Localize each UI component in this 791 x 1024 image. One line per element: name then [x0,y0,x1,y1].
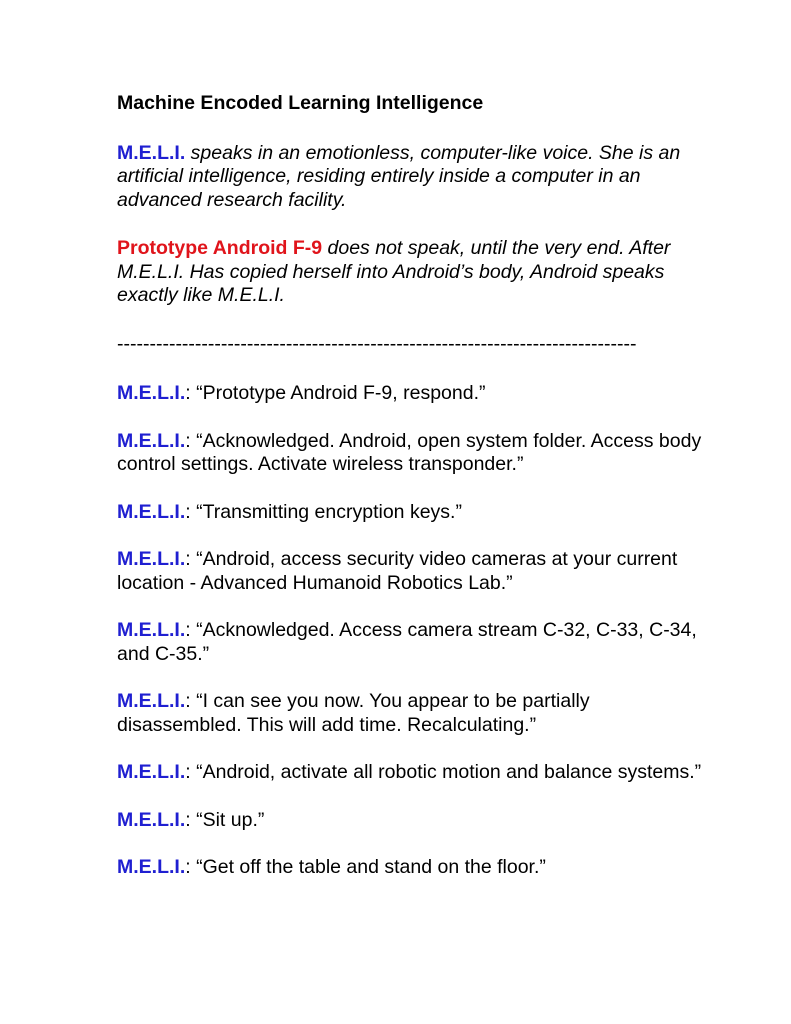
speaker-separator: : [185,548,197,570]
section-divider: -------------------------------------------------------------------------------- [117,332,637,355]
speaker-separator: : [185,382,197,404]
speaker-name: M.E.L.I. [117,500,186,523]
speaker-name: M.E.L.I. [117,382,186,404]
dialogue-text: “Get off the table and stand on the floor.” [196,856,546,878]
dialogue-text: “Acknowledged. Access camera stream C-32, C-33, C-34, and C-35.” [117,619,697,665]
dialogue-text: “Android, activate all robotic motion and balance systems.” [196,761,702,783]
speaker-name: M.E.L.I. [117,548,186,570]
character-description-meli: speaks in an emotionless, computer-like voice. She is an artificial intelligence, residing entirely inside a computer in an advanced research facility. [117,141,681,211]
speaker-separator: : [185,690,197,712]
dialogue-line [117,619,717,666]
speaker-separator: : [185,429,197,452]
dialogue-line [117,501,717,525]
speaker-name: M.E.L.I. [117,808,186,831]
speaker-separator: : [185,619,197,641]
speaker-separator: : [185,500,197,523]
dialogue-text: “I can see you now. You appear to be partially disassembled. This will add time. Recalculating.” [117,690,590,736]
dialogue-line [117,382,717,406]
dialogue-list [117,382,717,880]
dialogue-text: “Sit up.” [196,808,265,831]
script-page [117,92,717,904]
speaker-separator: : [185,856,197,878]
dialogue-text: “Android, access security video cameras at your current location - Advanced Humanoid Robotics Lab.” [117,548,678,594]
speaker-name: M.E.L.I. [117,856,186,878]
dialogue-line [117,430,717,477]
speaker-name: M.E.L.I. [117,761,186,783]
speaker-name: M.E.L.I. [117,429,186,452]
dialogue-text: “Prototype Android F-9, respond.” [196,382,486,404]
character-name-meli: M.E.L.I. [117,141,186,164]
dialogue-text: “Transmitting encryption keys.” [196,500,462,523]
document-title: Machine Encoded Learning Intelligence [117,92,484,114]
dialogue-line [117,548,717,595]
dialogue-line [117,761,717,785]
speaker-name: M.E.L.I. [117,690,186,712]
character-meli-intro [117,142,717,213]
character-name-android: Prototype Android F-9 [117,237,323,259]
speaker-separator: : [185,761,197,783]
speaker-separator: : [185,808,197,831]
dialogue-text: “Acknowledged. Android, open system folder. Access body control settings. Activate wireless transponder.” [117,429,702,475]
character-android-intro [117,237,717,308]
character-description-android: does not speak, until the very end. After M.E.L.I. Has copied herself into Android’s body, Android speaks exactly like M.E.L.I. [117,237,671,306]
dialogue-line [117,809,717,833]
speaker-name: M.E.L.I. [117,619,186,641]
dialogue-line [117,690,717,737]
dialogue-line [117,856,717,880]
